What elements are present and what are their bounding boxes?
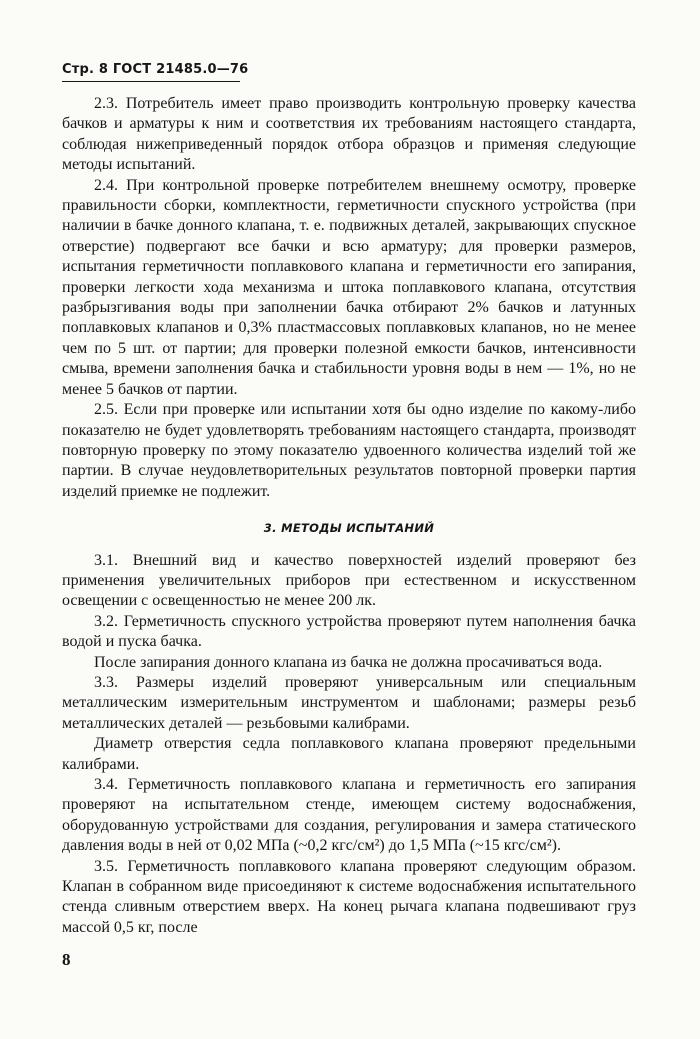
section-heading-3: 3. МЕТОДЫ ИСПЫТАНИЙ: [263, 521, 435, 536]
paragraph-3-3-continued: Диаметр отверстия седла поплавкового клапана проверяют предельными калибрами.: [62, 735, 636, 773]
paragraph-3-5: 3.5. Герметичность поплавкового клапана проверяют следующим образом. Клапан в собранном виде присоединяют к системе водоснабжения испытательного стенда сливным отверстием вверх. На конец рычага клапана подвешивают груз массой 0,5 кг, после: [62, 857, 636, 936]
page-header: Стр. 8 ГОСТ 21485.0—76: [62, 62, 240, 82]
paragraph-3-1: 3.1. Внешний вид и качество поверхностей изделий проверяют без применения увеличительных приборов при естественном и искусственном освещении с освещенностью не менее 200 лк.: [62, 551, 636, 610]
document-page: [62, 62, 636, 938]
paragraph-3-2: 3.2. Герметичность спускного устройства проверяют путем наполнения бачка водой и пуска бачка.: [62, 612, 636, 651]
paragraph-2-4: 2.4. При контрольной проверке потребителем внешнему осмотру, проверке правильности сборки, комплектности, герметичности спускного устройства (при наличии в бачке донного клапана, т. е. подвижных деталей, закрывающих спускное отверстие) подвергают все бачки и всю арматуру; для проверки размеров, испытания герметичности поплавкового клапана и герметичности его запирания, проверки легкости хода механизма и штока поплавкового клапана, отсутствия разбрызгивания воды при заполнении бачка отбирают 2% бачков и латунных поплавковых клапанов и 0,3% пластмассовых поплавковых клапанов, но не менее чем по 5 шт. от партии; для проверки полезной емкости бачков, интенсивности смыва, времени заполнения бачка и стабильности уровня воды в нем — 1%, но не менее 5 бачков от партии.: [62, 176, 636, 398]
paragraph-3-4: 3.4. Герметичность поплавкового клапана и герметичность его запирания проверяют на испытательном стенде, имеющем систему водоснабжения, оборудованную устройствами для создания, регулирования и замера статического давления воды в ней от 0,02 МПа (~0,2 кгс/см²) до 1,5 МПа (~15 кгс/см²).: [62, 776, 636, 855]
paragraph-2-3: 2.3. Потребитель имеет право производить контрольную проверку качества бачков и арматуры к ним и соответствия их требованиям настоящего стандарта, соблюдая нижеприведенный порядок отбора образцов и применяя следующие методы испытаний.: [62, 95, 636, 174]
paragraph-2-5: 2.5. Если при проверке или испытании хотя бы одно изделие по какому-либо показателю не будет удовлетворять требованиям настоящего стандарта, производят повторную проверку по этому показателю удвоенного количества изделий той же партии. В случае неудовлетворительных результатов повторной проверки партия изделий приемке не подлежит.: [62, 401, 636, 500]
paragraph-3-2-continued: После запирания донного клапана из бачка не должна просачиваться вода.: [94, 653, 603, 671]
page-number: 8: [62, 950, 71, 969]
paragraph-3-3: 3.3. Размеры изделий проверяют универсальным или специальным металлическим измерительным инструментом и шаблонами; размеры резьб металлических деталей — резьбовыми калибрами.: [62, 673, 636, 732]
document-body: [62, 94, 636, 938]
